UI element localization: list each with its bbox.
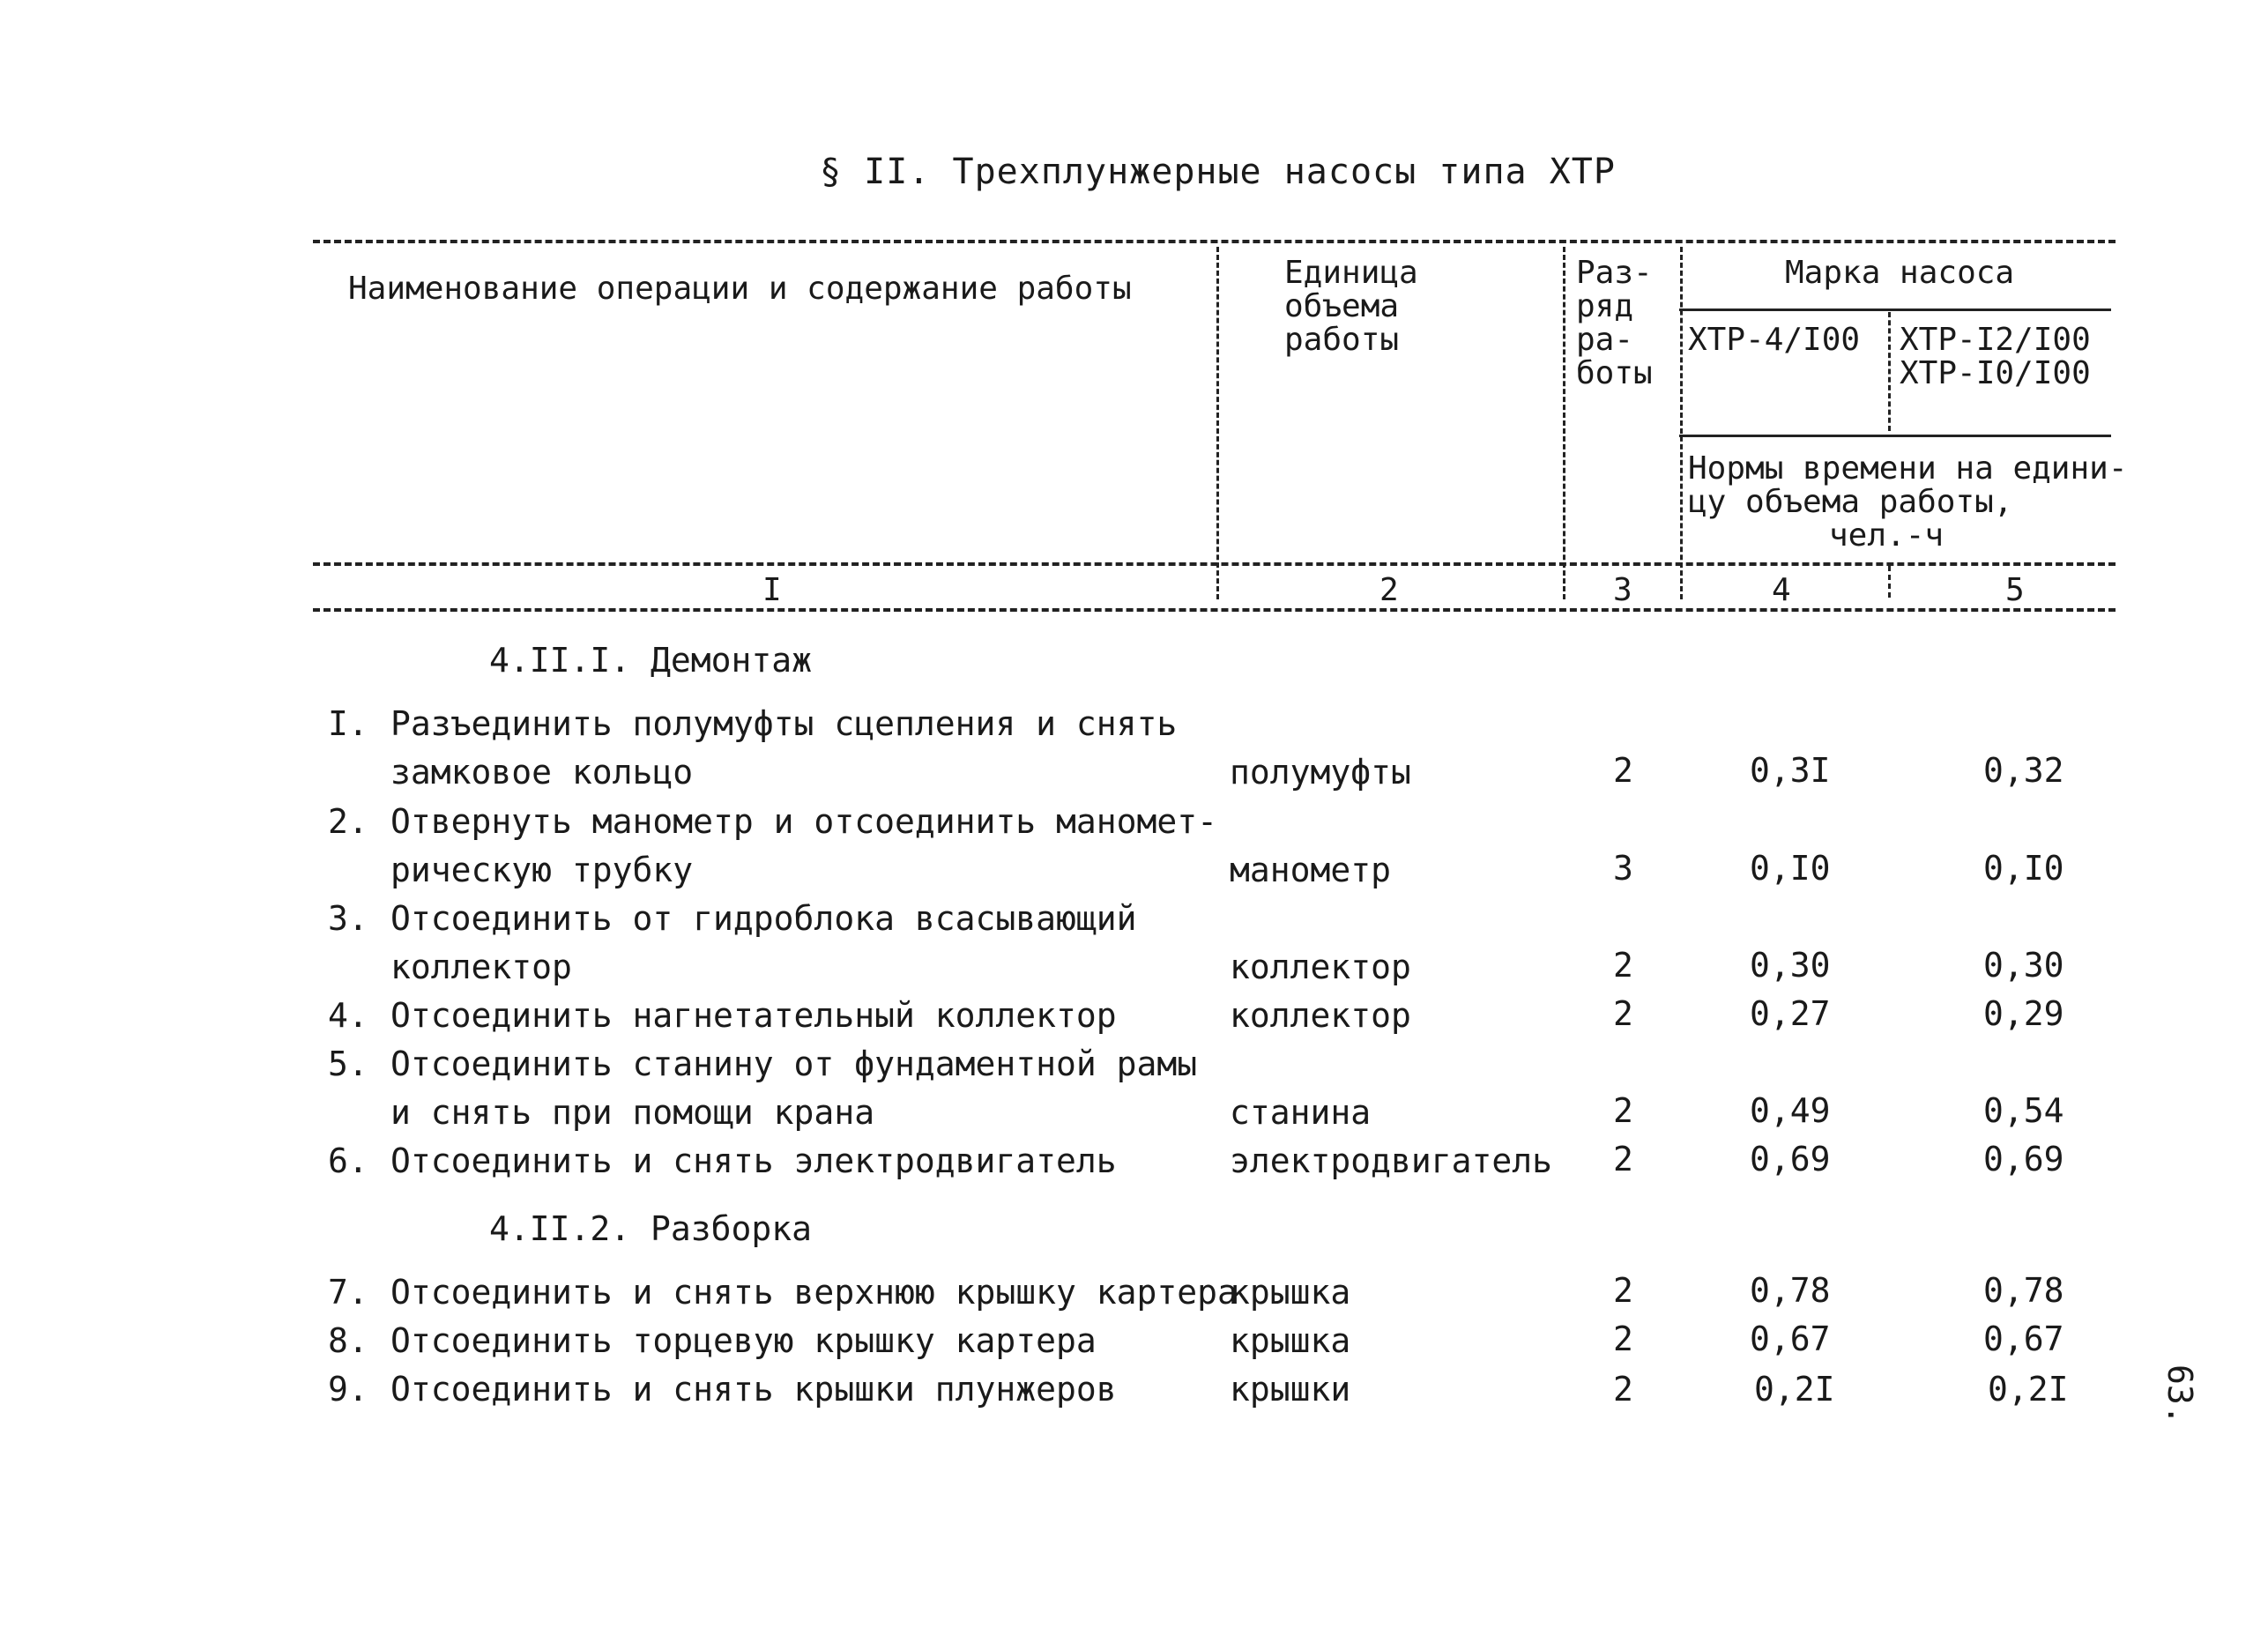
row-operation-line: замковое кольцо	[390, 753, 694, 792]
row-unit: крышка	[1230, 1321, 1351, 1360]
row-number: I.	[328, 704, 368, 743]
row-norm-col4: 0,49	[1750, 1091, 1831, 1130]
row-number: 4.	[328, 996, 368, 1035]
col-divider-1	[1216, 247, 1219, 599]
page-title: § II. Трехплунжерные насосы типа ХТР	[820, 152, 1616, 192]
header-top-rule	[313, 240, 2116, 243]
col-divider-2	[1563, 247, 1565, 599]
row-norm-col4: 0,2I	[1754, 1370, 1835, 1409]
row-operation-line: Отвернуть манометр и отсоединить маномет-	[390, 802, 1217, 841]
row-number: 5.	[328, 1045, 368, 1083]
row-grade: 2	[1613, 1370, 1633, 1409]
row-norm-col5: 0,29	[1983, 994, 2064, 1033]
row-grade: 2	[1613, 994, 1633, 1033]
row-number: 7.	[328, 1273, 368, 1312]
row-number: 8.	[328, 1321, 368, 1360]
row-norm-col4: 0,67	[1750, 1320, 1831, 1358]
row-operation-line: Отсоединить от гидроблока всасывающий	[390, 899, 1137, 938]
header-unit-2: объема	[1284, 288, 1400, 324]
col-number-3: 3	[1613, 572, 1632, 608]
row-grade: 2	[1613, 1320, 1633, 1358]
header-brand: Марка насоса	[1785, 255, 2015, 291]
row-norm-col5: 0,2I	[1988, 1370, 2069, 1409]
row-unit: коллектор	[1230, 948, 1411, 986]
row-number: 3.	[328, 899, 368, 938]
row-norm-col4: 0,30	[1750, 946, 1831, 985]
col-divider-4	[1888, 312, 1891, 431]
row-norm-col4: 0,27	[1750, 994, 1831, 1033]
norms-rule	[1679, 435, 2111, 437]
header-grade-2: ряд	[1576, 288, 1634, 324]
row-norm-col4: 0,78	[1750, 1271, 1831, 1310]
row-grade: 2	[1613, 1140, 1633, 1178]
header-norms-1: Нормы времени на едини-	[1688, 450, 2128, 487]
col-number-2: 2	[1379, 572, 1399, 608]
row-norm-col5: 0,78	[1983, 1271, 2064, 1310]
row-number: 2.	[328, 802, 368, 841]
row-grade: 2	[1613, 751, 1633, 790]
row-operation-line: Отсоединить и снять электродвигатель	[390, 1141, 1117, 1180]
col-number-4: 4	[1772, 572, 1791, 608]
header-grade-3: ра-	[1576, 322, 1634, 358]
row-operation-line: рическую трубку	[390, 851, 694, 889]
row-norm-col5: 0,I0	[1983, 849, 2064, 888]
row-grade: 2	[1613, 1091, 1633, 1130]
row-operation-line: и снять при помощи крана	[390, 1093, 875, 1132]
col-number-5: 5	[2005, 572, 2025, 608]
header-grade-4: боты	[1576, 355, 1653, 391]
header-bottom-rule	[313, 562, 2116, 566]
brand-rule	[1679, 309, 2111, 311]
header-norms-3: чел.-ч	[1829, 517, 1945, 554]
row-operation-line: Отсоединить торцевую крышку картера	[390, 1321, 1097, 1360]
row-number: 9.	[328, 1370, 368, 1409]
row-norm-col5: 0,67	[1983, 1320, 2064, 1358]
row-operation-line: Отсоединить станину от фундаментной рамы	[390, 1045, 1198, 1083]
row-norm-col4: 0,69	[1750, 1140, 1831, 1178]
header-unit-3: работы	[1284, 322, 1400, 358]
row-operation-line: коллектор	[390, 948, 572, 986]
header-col5-brand-1: ХТР-I2/I00	[1900, 322, 2091, 358]
row-norm-col5: 0,54	[1983, 1091, 2064, 1130]
row-norm-col4: 0,3I	[1750, 751, 1831, 790]
header-col5-brand-2: ХТР-I0/I00	[1900, 355, 2091, 391]
row-unit: станина	[1230, 1093, 1372, 1132]
header-operation: Наименование операции и содержание работы	[348, 271, 1132, 307]
colnum-bottom-rule	[313, 608, 2116, 612]
header-grade-1: Раз-	[1576, 255, 1653, 291]
row-operation-line: Отсоединить и снять верхнюю крышку картера	[390, 1273, 1238, 1312]
header-norms-2: цу объема работы,	[1688, 484, 2013, 520]
row-unit: крышка	[1230, 1273, 1351, 1312]
page-number: 63.	[2160, 1364, 2199, 1425]
row-unit: манометр	[1230, 851, 1392, 889]
row-unit: коллектор	[1230, 996, 1411, 1035]
row-grade: 2	[1613, 946, 1633, 985]
row-operation-line: Разъединить полумуфты сцепления и снять	[390, 704, 1178, 743]
row-grade: 3	[1613, 849, 1633, 888]
col-number-1: I	[762, 572, 782, 608]
row-number: 6.	[328, 1141, 368, 1180]
row-unit: крышки	[1230, 1370, 1351, 1409]
header-col4-brand: ХТР-4/I00	[1688, 322, 1861, 358]
header-unit-1: Единица	[1284, 255, 1418, 291]
row-operation-line: Отсоединить и снять крышки плунжеров	[390, 1370, 1117, 1409]
row-operation-line: Отсоединить нагнетательный коллектор	[390, 996, 1117, 1035]
section-heading: 4.II.I. Демонтаж	[489, 641, 813, 680]
row-unit: электродвигатель	[1230, 1141, 1553, 1180]
row-norm-col5: 0,30	[1983, 946, 2064, 985]
row-norm-col5: 0,69	[1983, 1140, 2064, 1178]
row-norm-col5: 0,32	[1983, 751, 2064, 790]
row-unit: полумуфты	[1230, 753, 1411, 792]
row-grade: 2	[1613, 1271, 1633, 1310]
section-heading: 4.II.2. Разборка	[489, 1209, 813, 1248]
col-divider-3	[1680, 247, 1683, 599]
row-norm-col4: 0,I0	[1750, 849, 1831, 888]
col-divider-5	[1888, 566, 1891, 598]
